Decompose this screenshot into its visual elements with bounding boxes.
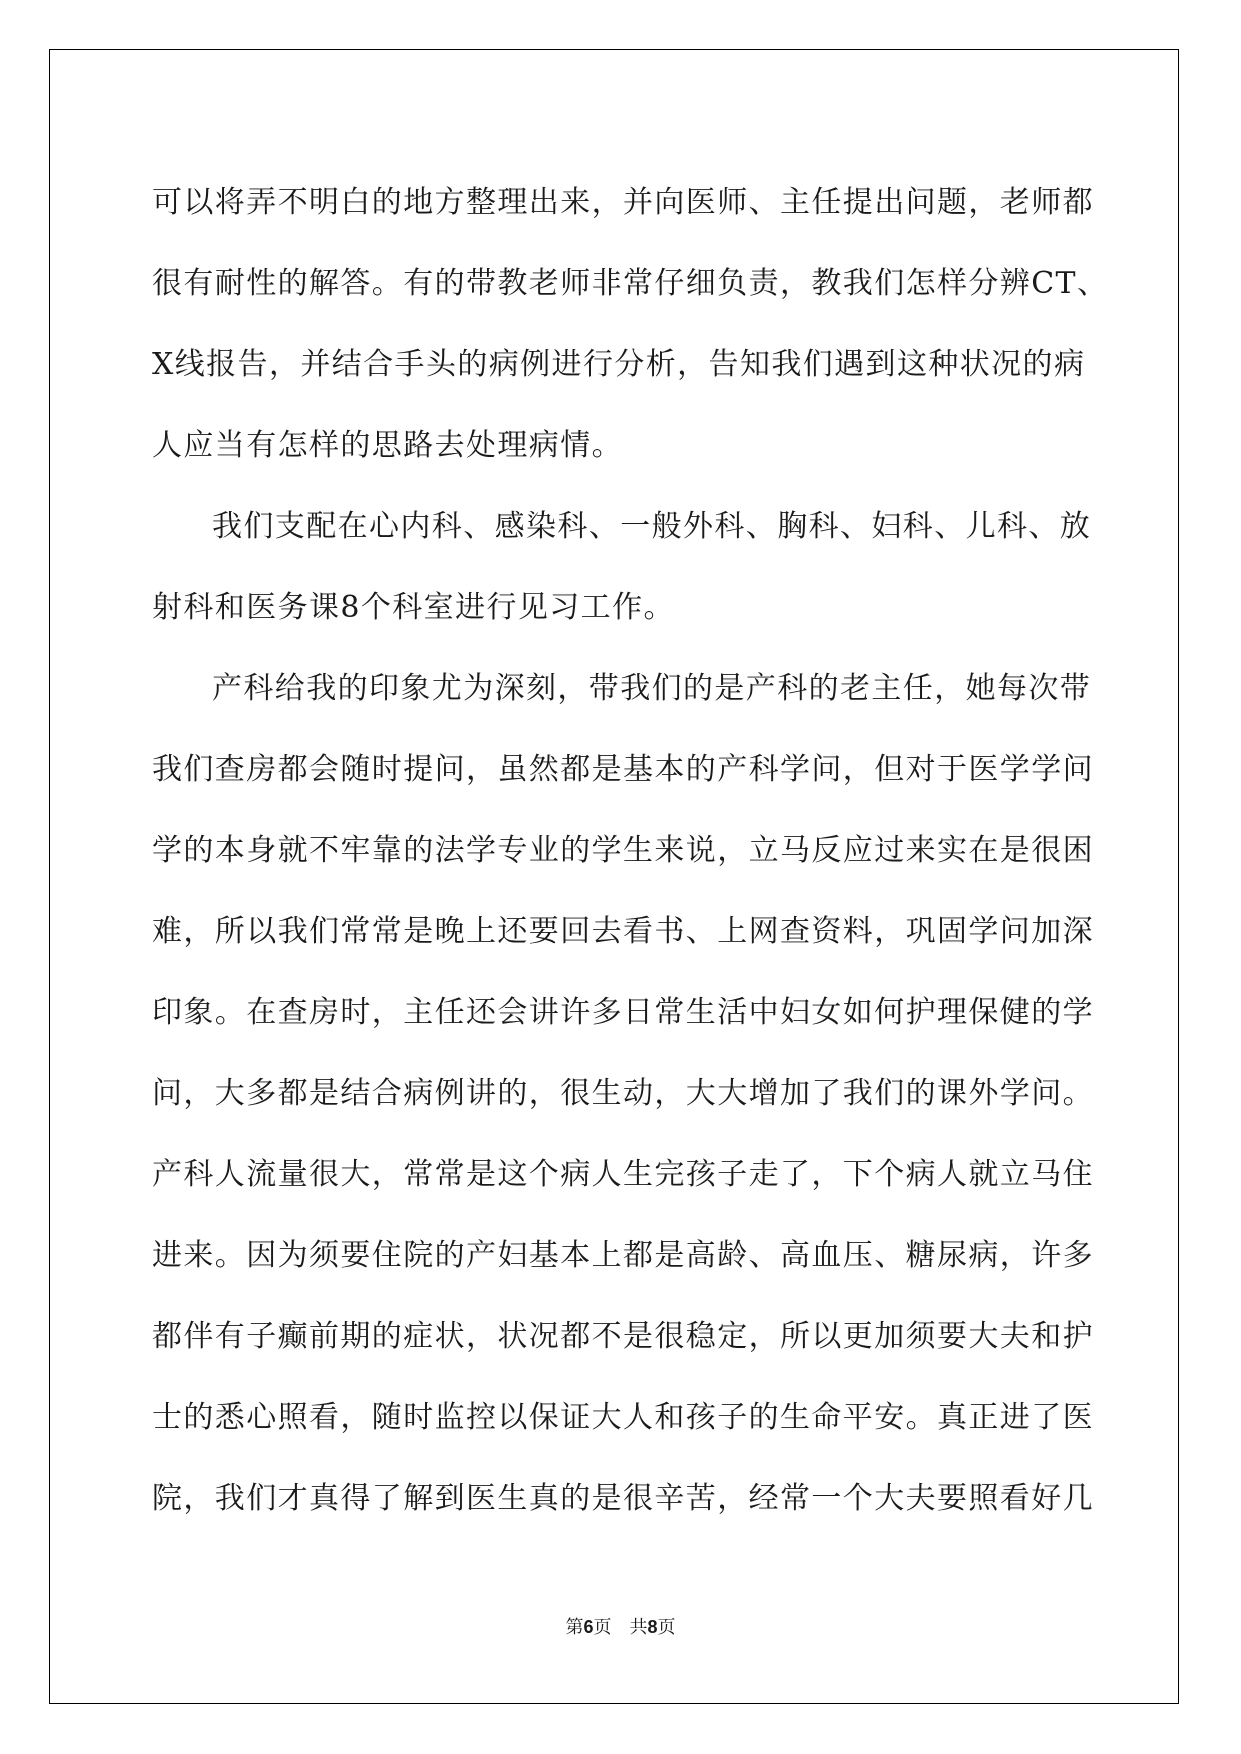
text-line: 士的悉心照看，随时监控以保证大人和孩子的生命平安。真正进了医 <box>152 1400 1094 1435</box>
text-line: 问，大多都是结合病例讲的，很生动，大大增加了我们的课外学问。 <box>152 1076 1094 1111</box>
text-line: 可以将弄不明白的地方整理出来，并向医师、主任提出问题，老师都 <box>152 185 1094 220</box>
total-prefix: 共 <box>629 1617 648 1638</box>
total-suffix: 页 <box>657 1617 676 1638</box>
text-line: 院，我们才真得了解到医生真的是很辛苦，经常一个大夫要照看好几 <box>152 1481 1094 1516</box>
text-line: X线报告，并结合手头的病例进行分析，告知我们遇到这种状况的病 <box>152 347 1086 382</box>
text-line: 难，所以我们常常是晚上还要回去看书、上网查资料，巩固学问加深 <box>152 914 1094 949</box>
page-footer <box>0 1613 1241 1639</box>
text-line: 很有耐性的解答。有的带教老师非常仔细负责，教我们怎样分辨CT、 <box>152 266 1109 301</box>
paragraph-first-line: 产科给我的印象尤为深刻，带我们的是产科的老主任，她每次带 <box>212 671 1092 706</box>
text-line: 进来。因为须要住院的产妇基本上都是高龄、高血压、糖尿病，许多 <box>152 1238 1094 1273</box>
document-body <box>152 162 1109 1539</box>
total-pages: 8 <box>647 1617 658 1637</box>
text-line: 印象。在查房时，主任还会讲许多日常生活中妇女如何护理保健的学 <box>152 995 1094 1030</box>
text-line: 都伴有子癫前期的症状，状况都不是很稳定，所以更加须要大夫和护 <box>152 1319 1094 1354</box>
page-number: 6 <box>583 1617 594 1637</box>
text-line: 人应当有怎样的思路去处理病情。 <box>152 428 623 463</box>
page-prefix: 第 <box>565 1617 584 1638</box>
text-line: 产科人流量很大，常常是这个病人生完孩子走了，下个病人就立马住 <box>152 1157 1094 1192</box>
paragraph-first-line: 我们支配在心内科、感染科、一般外科、胸科、妇科、儿科、放 <box>212 509 1092 544</box>
page-suffix: 页 <box>593 1617 612 1638</box>
text-line: 我们查房都会随时提问，虽然都是基本的产科学问，但对于医学学问 <box>152 752 1094 787</box>
text-line: 学的本身就不牢靠的法学专业的学生来说，立马反应过来实在是很困 <box>152 833 1094 868</box>
text-line: 射科和医务课8个科室进行见习工作。 <box>152 590 675 625</box>
